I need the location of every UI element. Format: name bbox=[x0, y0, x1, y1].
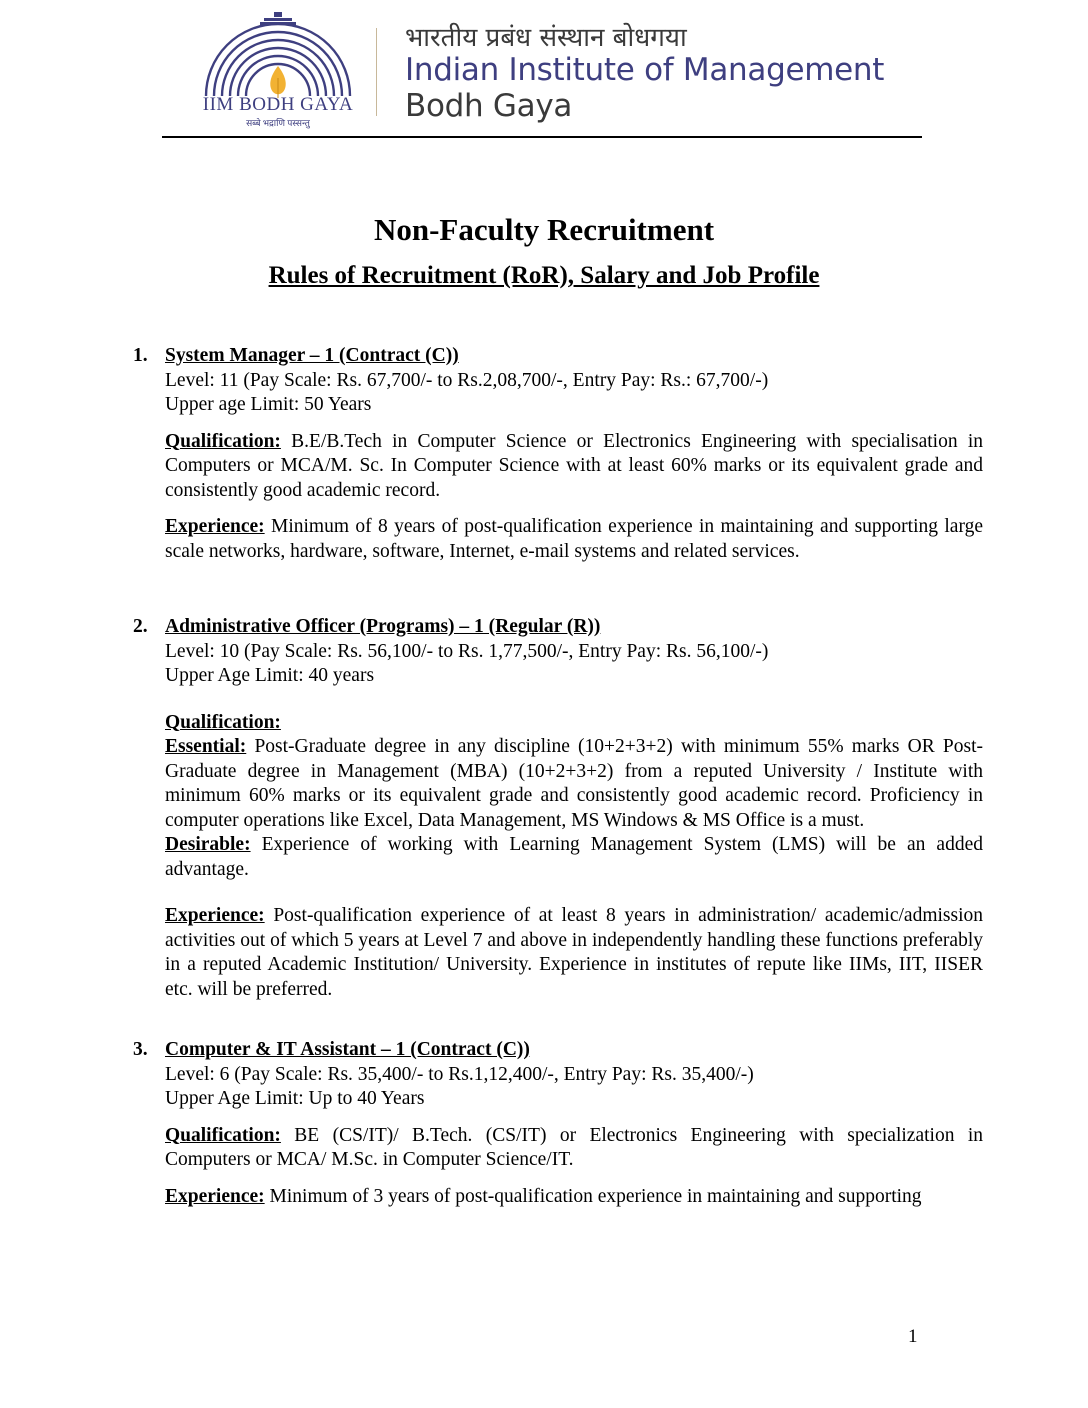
header-rule bbox=[162, 136, 922, 138]
qualification-label: Qualification: bbox=[165, 430, 281, 452]
pay-level: Level: 11 (Pay Scale: Rs. 67,700/- to Rs.2,08,700/-, Entry Pay: Rs.: 67,700/-) bbox=[165, 369, 769, 391]
pay-level: Level: 6 (Pay Scale: Rs. 35,400/- to Rs.1,12,400/-, Entry Pay: Rs. 35,400/-) bbox=[165, 1063, 754, 1085]
experience-paragraph bbox=[165, 904, 983, 1002]
desirable-text: Experience of working with Learning Management System (LMS) will be an added advantage. bbox=[165, 834, 983, 880]
essential-paragraph bbox=[165, 735, 983, 833]
experience-label: Experience: bbox=[165, 1185, 265, 1207]
page-number: 1 bbox=[908, 1326, 918, 1347]
section-number: 3. bbox=[133, 1039, 148, 1060]
experience-label: Experience: bbox=[165, 905, 265, 926]
experience-label: Experience: bbox=[165, 516, 265, 537]
age-limit: Upper Age Limit: Up to 40 Years bbox=[165, 1088, 425, 1109]
stupa-logo-icon bbox=[198, 8, 358, 98]
pay-level: Level: 10 (Pay Scale: Rs. 56,100/- to Rs. 1,77,500/-, Entry Pay: Rs. 56,100/-) bbox=[165, 640, 769, 662]
institute-city: Bodh Gaya bbox=[405, 88, 573, 124]
qualification-label: Qualification: bbox=[165, 1124, 281, 1146]
position-section bbox=[133, 615, 983, 1002]
header-divider bbox=[376, 28, 377, 116]
position-heading: System Manager – 1 (Contract (C)) bbox=[165, 345, 459, 366]
experience-text: Minimum of 3 years of post-qualification experience in maintaining and supporting bbox=[264, 1185, 922, 1207]
desirable-paragraph bbox=[165, 833, 983, 882]
desirable-label: Desirable: bbox=[165, 834, 251, 855]
essential-label: Essential: bbox=[165, 736, 247, 757]
qualification-label: Qualification: bbox=[165, 711, 281, 733]
qualification-text: BE (CS/IT)/ B.Tech. (CS/IT) or Electronics Engineering with specialization in Computers or MCA/ M.Sc. in Computer Science/IT. bbox=[165, 1124, 983, 1170]
institute-name: Indian Institute of Management bbox=[405, 52, 885, 88]
institute-name-hindi: भारतीय प्रबंध संस्थान बोधगया bbox=[405, 23, 687, 53]
age-limit: Upper Age Limit: 40 years bbox=[165, 665, 375, 686]
qualification-paragraph bbox=[165, 1124, 983, 1173]
experience-paragraph bbox=[165, 1185, 983, 1210]
section-number: 1. bbox=[133, 345, 148, 366]
section-number: 2. bbox=[133, 616, 148, 637]
age-limit: Upper age Limit: 50 Years bbox=[165, 394, 372, 415]
document-title: Non-Faculty Recruitment bbox=[373, 212, 715, 247]
logo-text: IIM BODH GAYA bbox=[202, 94, 354, 115]
experience-paragraph bbox=[165, 515, 983, 564]
experience-text: Post-qualification experience of at least 8 years in administration/ academic/admission activities out of which 5 years at Level 7 and above in independently handling these functions preferably in a reputed Academic Institution/ University. Experience in institutes of repute like IIMs, IIT, IISER etc. will be preferred. bbox=[165, 905, 983, 1000]
position-heading: Administrative Officer (Programs) – 1 (Regular (R)) bbox=[165, 616, 601, 637]
position-section bbox=[133, 344, 983, 564]
essential-text: Post-Graduate degree in any discipline (10+2+3+2) with minimum 55% marks OR Post- Graduate degree in Management (MBA) (10+2+3+2) from a reputed University / Institute with minimum 60% marks or its equivalent grade and consistently good academic record. Proficiency in computer operations like Excel, Data Management, MS Windows & MS Office is a must. bbox=[165, 736, 983, 831]
letterhead bbox=[0, 0, 1088, 140]
position-heading: Computer & IT Assistant – 1 (Contract (C)) bbox=[165, 1039, 530, 1060]
iim-bodh-gaya-logo bbox=[198, 8, 358, 126]
logo-motto: सब्बे भद्राणि पस्सन्तु bbox=[246, 118, 310, 128]
experience-text: Minimum of 8 years of post-qualification experience in maintaining and supporting large scale networks, hardware, software, Internet, e-mail systems and related services. bbox=[165, 516, 983, 562]
qualification-text: B.E/B.Tech in Computer Science or Electronics Engineering with specialisation in Computers or MCA/M. Sc. In Computer Science with at least 60% marks or its equivalent grade and consistently good academic record. bbox=[165, 430, 983, 501]
qualification-paragraph bbox=[165, 430, 983, 504]
document-subtitle: Rules of Recruitment (RoR), Salary and Job Profile bbox=[268, 262, 820, 289]
position-section bbox=[133, 1038, 983, 1209]
